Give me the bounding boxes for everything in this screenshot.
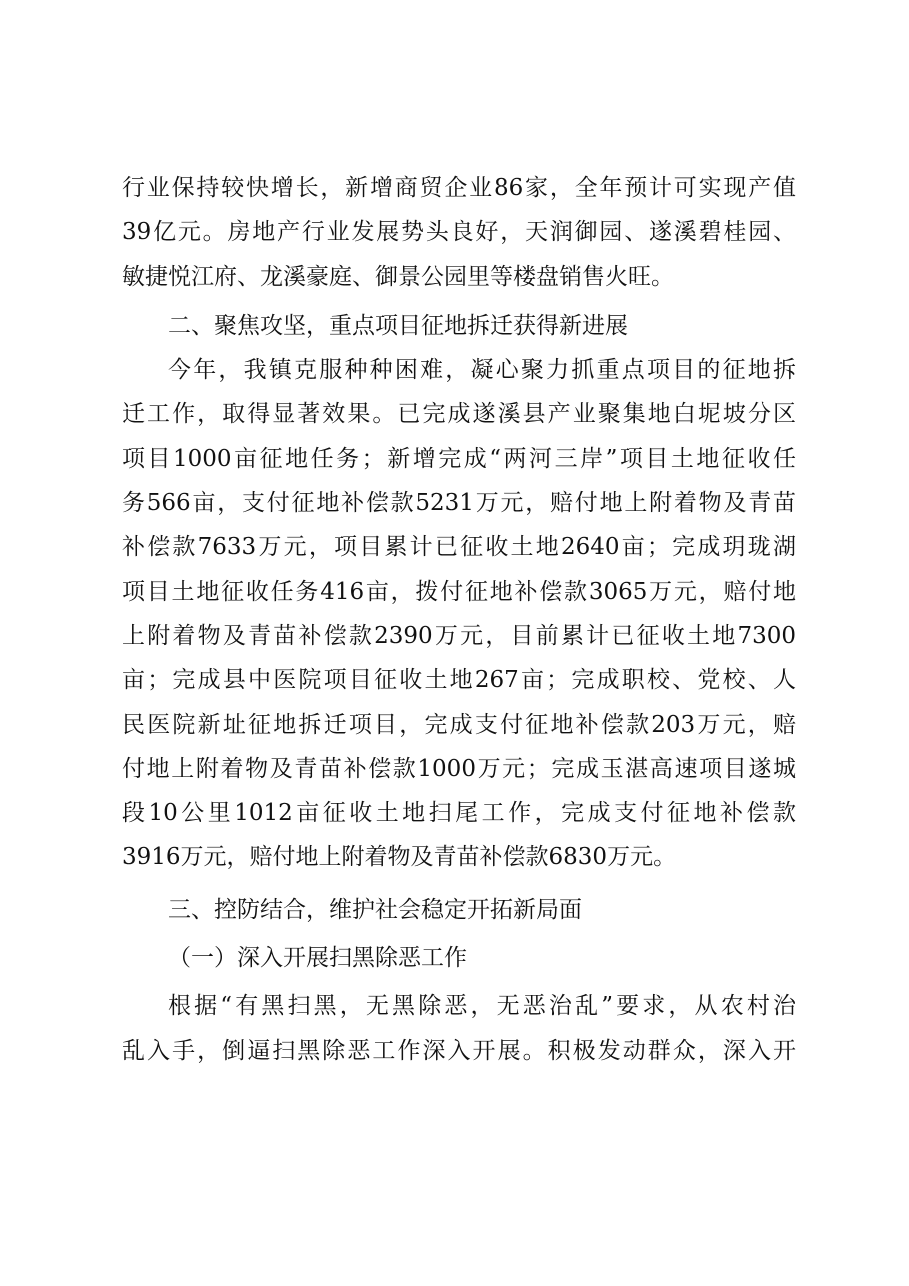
section-heading-line: 二、聚焦攻坚，重点项目征地拆迁获得新进展 bbox=[168, 312, 628, 339]
paragraph-line: 敏捷悦江府、龙溪豪庭、御景公园里等楼盘销售火旺。 bbox=[122, 263, 674, 290]
paragraph-line: 根据“有黑扫黑，无黑除恶，无恶治乱”要求，从农村治 bbox=[168, 993, 796, 1020]
body-text bbox=[122, 166, 796, 1073]
paragraph-line: 亩；完成县中医院项目征收土地267亩；完成职校、党校、人 bbox=[122, 667, 796, 694]
paragraph-line: 务566亩，支付征地补偿款5231万元，赔付地上附着物及青苗 bbox=[122, 490, 796, 517]
paragraph-line: 上附着物及青苗补偿款2390万元，目前累计已征收土地7300 bbox=[122, 622, 796, 649]
paragraph-line: 民医院新址征地拆迁项目，完成支付征地补偿款203万元，赔 bbox=[122, 711, 796, 738]
paragraph-line: 项目土地征收任务416亩，拨付征地补偿款3065万元，赔付地 bbox=[122, 578, 796, 605]
paragraph-line: 项目1000亩征地任务；新增完成“两河三岸”项目土地征收任 bbox=[122, 445, 796, 472]
paragraph-line: 39亿元。房地产行业发展势头良好，天润御园、遂溪碧桂园、 bbox=[122, 219, 796, 246]
paragraph-line: 段10公里1012亩征收土地扫尾工作，完成支付征地补偿款 bbox=[122, 800, 796, 827]
paragraph-line: 补偿款7633万元，项目累计已征收土地2640亩；完成玥珑湖 bbox=[122, 534, 796, 561]
section-heading-line: （一）深入开展扫黑除恶工作 bbox=[168, 945, 467, 972]
paragraph-line: 付地上附着物及青苗补偿款1000万元；完成玉湛高速项目遂城 bbox=[122, 755, 796, 782]
paragraph-line: 乱入手，倒逼扫黑除恶工作深入开展。积极发动群众，深入开 bbox=[122, 1037, 796, 1064]
paragraph-line: 3916万元，赔付地上附着物及青苗补偿款6830万元。 bbox=[122, 844, 677, 871]
paragraph-line: 迁工作，取得显著效果。已完成遂溪县产业聚集地白坭坡分区 bbox=[122, 401, 796, 428]
paragraph-line: 行业保持较快增长，新增商贸企业86家，全年预计可实现产值 bbox=[122, 175, 796, 201]
paragraph-line: 今年，我镇克服种种困难，凝心聚力抓重点项目的征地拆 bbox=[168, 357, 796, 384]
section-heading-line: 三、控防结合，维护社会稳定开拓新局面 bbox=[168, 896, 582, 923]
